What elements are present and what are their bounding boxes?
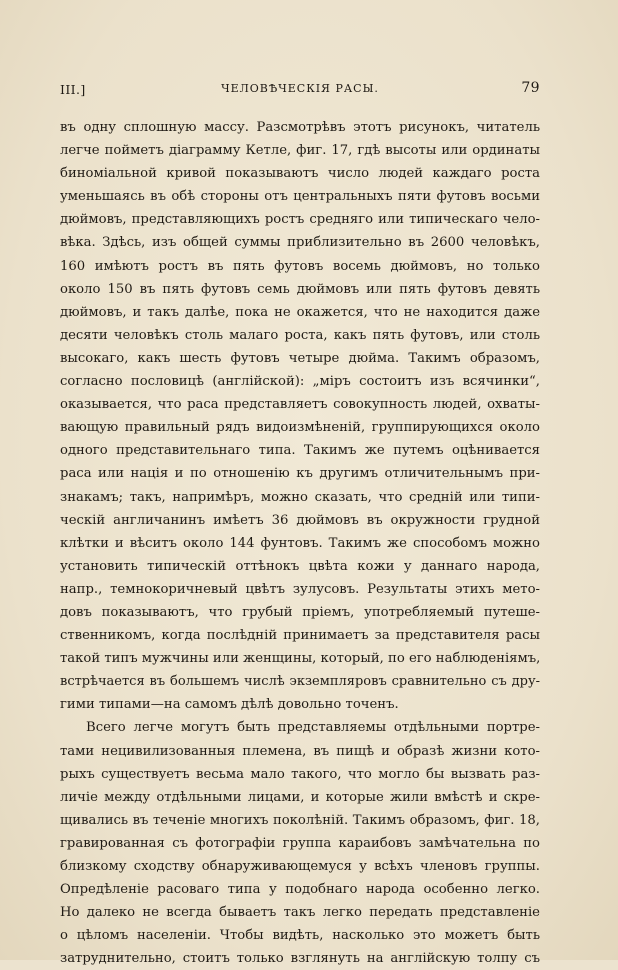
- running-title: ЧЕЛОВѢЧЕСКІЯ РАСЫ.: [221, 82, 379, 95]
- text-line: дюймовъ, и такъ далѣе, пока не окажется, что не находится даже: [60, 304, 540, 320]
- text-line: личіе между отдѣльными лицами, и которые жили вмѣстѣ и скре-: [60, 789, 540, 805]
- text-line: затруднительно, стоитъ только взглянуть на англійскую толпу съ: [60, 951, 540, 967]
- text-line: встрѣчается въ большемъ числѣ экземпляровъ сравнительно съ дру-: [60, 674, 540, 690]
- text-line: раса или нація и по отношенію къ другимъ отличительнымъ при-: [60, 466, 540, 482]
- paragraph-2: [60, 716, 540, 970]
- text-line: Всего легче могутъ быть представляемы отдѣльными портре-: [86, 720, 540, 736]
- text-line: легче пойметъ діаграмму Кетле, фиг. 17, гдѣ высоты или ординаты: [60, 143, 540, 159]
- paragraph-1: [60, 116, 540, 716]
- text-line: десяти человѣкъ столь малаго роста, какъ пять футовъ, или столь: [60, 327, 540, 343]
- text-line: высокаго, какъ шесть футовъ четыре дюйма. Такимъ образомъ,: [60, 350, 540, 366]
- text-line: близкому сходству обнаруживающемуся у всѣхъ членовъ группы.: [60, 859, 540, 874]
- text-line: гравированная съ фотографіи группа караибовъ замѣчательна по: [60, 835, 540, 851]
- text-line: тами нецивилизованныя племена, въ пищѣ и образѣ жизни кото-: [60, 743, 540, 759]
- chapter-number: III.]: [60, 82, 86, 97]
- text-line: оказывается, что раса представляетъ совокупность людей, охваты-: [60, 397, 540, 413]
- text-line: щивались въ теченіе многихъ поколѣній. Такимъ образомъ, фиг. 18,: [60, 812, 540, 828]
- text-line: клѣтки и вѣситъ около 144 фунтовъ. Такимъ же способомъ можно: [60, 535, 540, 551]
- text-line: дюймовъ, представляющихъ ростъ средняго или типическаго чело-: [60, 212, 540, 228]
- text-line: напр., темнокоричневый цвѣтъ зулусовъ. Результаты этихъ мето-: [60, 581, 540, 597]
- page-number: 79: [521, 80, 540, 96]
- text-line: согласно пословицѣ (англійской): „міръ состоитъ изъ всячинки“,: [60, 374, 540, 390]
- text-line: вѣка. Здѣсь, изъ общей суммы приблизительно въ 2600 человѣкъ,: [60, 235, 540, 251]
- text-line: въ одну сплошную массу. Разсмотрѣвъ этотъ рисунокъ, читатель: [60, 120, 540, 135]
- text-line: знакамъ; такъ, напримѣръ, можно сказать, что средній или типи-: [60, 489, 540, 505]
- text-line: 160 имѣютъ ростъ въ пять футовъ восемь дюймовъ, но только: [60, 258, 540, 274]
- text-line: биноміальной кривой показываютъ число людей каждаго роста: [60, 166, 540, 182]
- text-line: установить типическій оттѣнокъ цвѣта кожи у даннаго народа,: [60, 558, 540, 574]
- text-line: около 150 въ пять футовъ семь дюймовъ или пять футовъ девять: [60, 281, 540, 297]
- text-line: одного представительнаго типа. Такимъ же путемъ оцѣнивается: [60, 443, 540, 459]
- text-line: ственникомъ, когда послѣдній принимаетъ за представителя расы: [60, 628, 540, 644]
- text-line: гими типами—на самомъ дѣлѣ довольно точенъ.: [60, 697, 399, 713]
- text-line: Опредѣленіе расоваго типа у подобнаго народа особенно легко.: [60, 882, 540, 898]
- text-line: о цѣломъ населеніи. Чтобы видѣть, насколько это можетъ быть: [60, 928, 540, 944]
- running-header: [60, 82, 540, 102]
- text-line: уменьшаясь въ обѣ стороны отъ центральныхъ пяти футовъ восьми: [60, 189, 540, 205]
- body-text: [60, 116, 540, 970]
- text-line: такой типъ мужчины или женщины, который, по его наблюденіямъ,: [60, 651, 541, 667]
- text-line: Но далеко не всегда бываетъ такъ легко передать представленіе: [60, 905, 540, 921]
- text-line: довъ показываютъ, что грубый пріемъ, употребляемый путеше-: [60, 604, 540, 620]
- text-line: вающую правильный рядъ видоизмѣненій, группирующихся около: [60, 420, 540, 436]
- text-line: рыхъ существуетъ весьма мало такого, что могло бы вызвать раз-: [60, 766, 540, 782]
- text-line: ческій англичанинъ имѣетъ 36 дюймовъ въ окружности грудной: [60, 512, 540, 528]
